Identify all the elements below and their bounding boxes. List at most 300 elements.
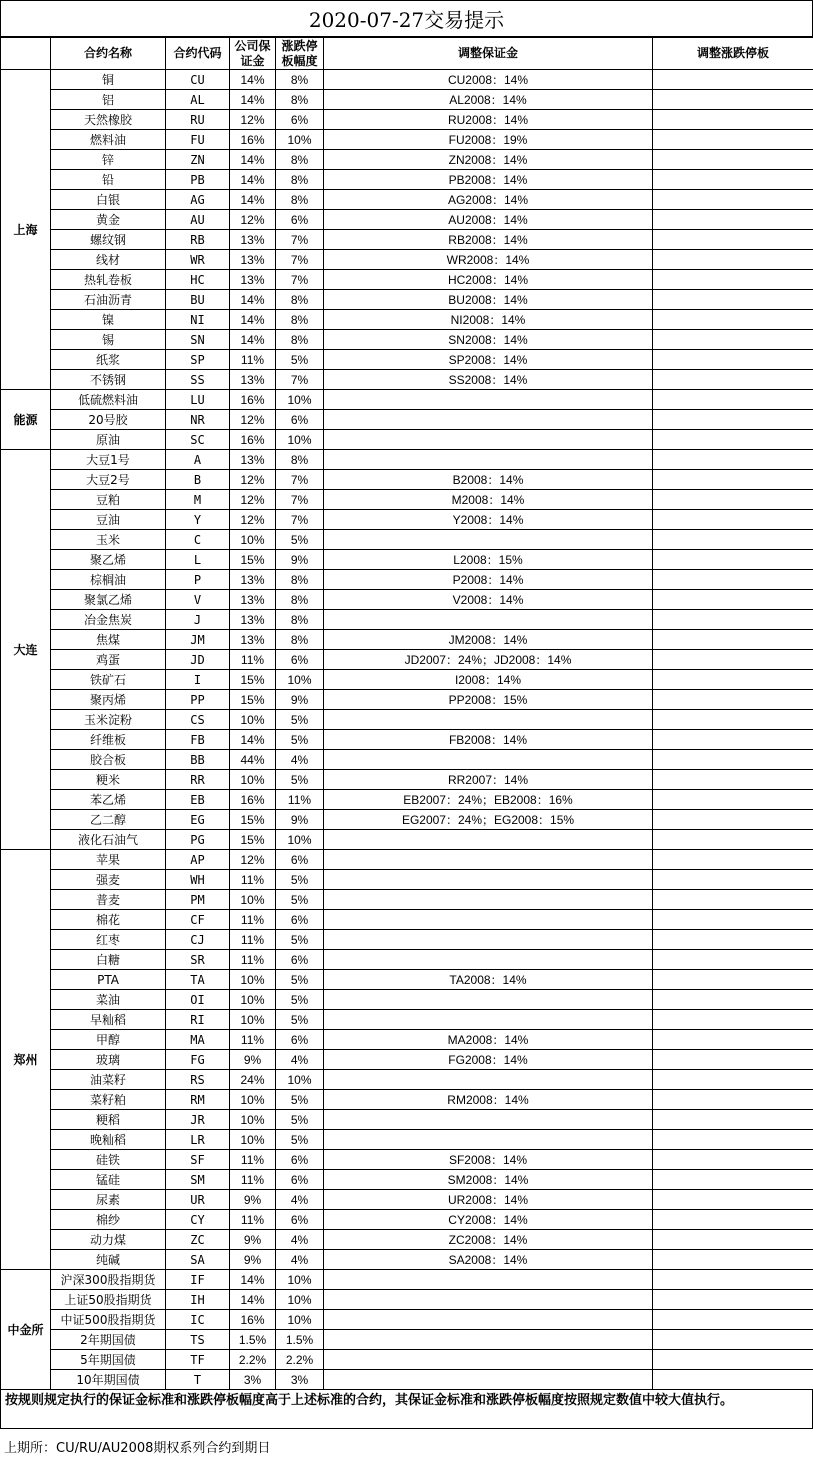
margin-cell: 14% xyxy=(230,330,276,350)
adjusted-limit-cell xyxy=(653,350,813,370)
exchange-cell: 郑州 xyxy=(1,850,51,1270)
rule-note: 按规则规定执行的保证金标准和涨跌停板幅度高于上述标准的合约，其保证金标准和涨跌停板幅度按照规定数值中较大值执行。 xyxy=(0,1390,813,1429)
contract-name-cell: 中证500股指期货 xyxy=(51,1310,166,1330)
table-row xyxy=(1,1110,813,1130)
table-row xyxy=(1,110,813,130)
contract-name-cell: 镍 xyxy=(51,310,166,330)
contract-name-cell: 粳米 xyxy=(51,770,166,790)
adjusted-limit-cell xyxy=(653,1210,813,1230)
adjusted-limit-cell xyxy=(653,690,813,710)
contract-code-cell: RB xyxy=(166,230,230,250)
adjusted-margin-cell: PP2008：15% xyxy=(324,690,653,710)
table-row xyxy=(1,90,813,110)
limit-cell: 4% xyxy=(276,1050,324,1070)
table-row xyxy=(1,630,813,650)
adjusted-limit-cell xyxy=(653,1330,813,1350)
contract-name-cell: 纤维板 xyxy=(51,730,166,750)
margin-cell: 3% xyxy=(230,1370,276,1390)
contract-name-cell: 冶金焦炭 xyxy=(51,610,166,630)
table-row xyxy=(1,790,813,810)
adjusted-limit-cell xyxy=(653,290,813,310)
table-row xyxy=(1,850,813,870)
margin-cell: 12% xyxy=(230,410,276,430)
contract-code-cell: RR xyxy=(166,770,230,790)
adjusted-margin-cell: JD2007：24%；JD2008：14% xyxy=(324,650,653,670)
contract-code-cell: LR xyxy=(166,1130,230,1150)
contract-code-cell: NR xyxy=(166,410,230,430)
contract-code-cell: L xyxy=(166,550,230,570)
adjusted-limit-cell xyxy=(653,650,813,670)
table-row xyxy=(1,470,813,490)
table-row xyxy=(1,530,813,550)
table-row xyxy=(1,810,813,830)
contract-code-cell: RI xyxy=(166,1010,230,1030)
table-row xyxy=(1,310,813,330)
limit-cell: 5% xyxy=(276,710,324,730)
adjusted-limit-cell xyxy=(653,670,813,690)
limit-cell: 6% xyxy=(276,950,324,970)
contract-name-cell: 玉米 xyxy=(51,530,166,550)
margin-cell: 10% xyxy=(230,770,276,790)
limit-cell: 5% xyxy=(276,350,324,370)
margin-cell: 12% xyxy=(230,850,276,870)
margin-cell: 14% xyxy=(230,70,276,90)
table-row xyxy=(1,750,813,770)
adjusted-margin-cell: B2008：14% xyxy=(324,470,653,490)
limit-cell: 5% xyxy=(276,730,324,750)
limit-cell: 1.5% xyxy=(276,1330,324,1350)
contract-name-cell: 铅 xyxy=(51,170,166,190)
limit-cell: 5% xyxy=(276,1010,324,1030)
adjusted-limit-cell xyxy=(653,1310,813,1330)
contract-code-cell: JD xyxy=(166,650,230,670)
contract-name-cell: 石油沥青 xyxy=(51,290,166,310)
adjusted-margin-cell xyxy=(324,1370,653,1390)
limit-cell: 4% xyxy=(276,1230,324,1250)
table-row xyxy=(1,670,813,690)
contract-code-cell: A xyxy=(166,450,230,470)
adjusted-margin-cell: RR2007：14% xyxy=(324,770,653,790)
adjusted-margin-cell xyxy=(324,950,653,970)
contract-code-cell: SP xyxy=(166,350,230,370)
limit-cell: 8% xyxy=(276,70,324,90)
adjusted-margin-cell: WR2008：14% xyxy=(324,250,653,270)
adjusted-limit-cell xyxy=(653,330,813,350)
margin-cell: 11% xyxy=(230,1170,276,1190)
adjusted-limit-cell xyxy=(653,270,813,290)
table-row xyxy=(1,150,813,170)
adjusted-margin-cell xyxy=(324,750,653,770)
margin-cell: 10% xyxy=(230,990,276,1010)
contract-name-cell: 早籼稻 xyxy=(51,1010,166,1030)
adjusted-limit-cell xyxy=(653,890,813,910)
margin-cell: 12% xyxy=(230,470,276,490)
limit-cell: 8% xyxy=(276,290,324,310)
limit-cell: 10% xyxy=(276,670,324,690)
margin-cell: 10% xyxy=(230,1010,276,1030)
contract-code-cell: JM xyxy=(166,630,230,650)
contract-name-cell: 白糖 xyxy=(51,950,166,970)
contract-code-cell: JR xyxy=(166,1110,230,1130)
adjusted-margin-cell xyxy=(324,710,653,730)
exchange-cell: 上海 xyxy=(1,70,51,390)
contract-code-cell: PB xyxy=(166,170,230,190)
table-row xyxy=(1,1370,813,1390)
adjusted-margin-cell xyxy=(324,1350,653,1370)
contract-name-cell: 强麦 xyxy=(51,870,166,890)
adjusted-limit-cell xyxy=(653,110,813,130)
adjusted-limit-cell xyxy=(653,370,813,390)
table-row xyxy=(1,350,813,370)
limit-cell: 10% xyxy=(276,830,324,850)
table-row xyxy=(1,730,813,750)
table-row xyxy=(1,1170,813,1190)
contract-code-cell: WH xyxy=(166,870,230,890)
limit-cell: 5% xyxy=(276,530,324,550)
adjusted-limit-cell xyxy=(653,930,813,950)
table-row xyxy=(1,1350,813,1370)
contract-code-cell: CU xyxy=(166,70,230,90)
contract-code-cell: TA xyxy=(166,970,230,990)
margin-cell: 14% xyxy=(230,310,276,330)
contract-code-cell: NI xyxy=(166,310,230,330)
limit-cell: 6% xyxy=(276,850,324,870)
table-row xyxy=(1,570,813,590)
limit-cell: 10% xyxy=(276,430,324,450)
adjusted-margin-cell: EG2007：24%；EG2008：15% xyxy=(324,810,653,830)
adjusted-margin-cell: ZN2008：14% xyxy=(324,150,653,170)
table-row xyxy=(1,990,813,1010)
table-row xyxy=(1,390,813,410)
contract-name-cell: 聚乙烯 xyxy=(51,550,166,570)
contract-code-cell: PG xyxy=(166,830,230,850)
limit-cell: 7% xyxy=(276,270,324,290)
limit-cell: 3% xyxy=(276,1370,324,1390)
limit-cell: 6% xyxy=(276,1210,324,1230)
adjusted-limit-cell xyxy=(653,430,813,450)
margin-cell: 16% xyxy=(230,790,276,810)
margin-cell: 16% xyxy=(230,130,276,150)
contract-code-cell: RM xyxy=(166,1090,230,1110)
contract-name-cell: 锡 xyxy=(51,330,166,350)
margin-cell: 24% xyxy=(230,1070,276,1090)
adjusted-limit-cell xyxy=(653,870,813,890)
contract-name-cell: 20号胶 xyxy=(51,410,166,430)
margin-cell: 13% xyxy=(230,630,276,650)
margin-cell: 11% xyxy=(230,1150,276,1170)
limit-cell: 8% xyxy=(276,310,324,330)
contract-name-cell: 苯乙烯 xyxy=(51,790,166,810)
table-row xyxy=(1,330,813,350)
adjusted-margin-cell xyxy=(324,1070,653,1090)
limit-cell: 7% xyxy=(276,370,324,390)
table-row xyxy=(1,1210,813,1230)
exchange-cell: 能源 xyxy=(1,390,51,450)
adjusted-limit-cell xyxy=(653,70,813,90)
adjusted-limit-cell xyxy=(653,630,813,650)
margin-cell: 14% xyxy=(230,730,276,750)
contract-name-cell: 沪深300股指期货 xyxy=(51,1270,166,1290)
contract-name-cell: 锰硅 xyxy=(51,1170,166,1190)
adjusted-limit-cell xyxy=(653,950,813,970)
contract-name-cell: 甲醇 xyxy=(51,1030,166,1050)
adjusted-margin-cell xyxy=(324,430,653,450)
contract-name-cell: 红枣 xyxy=(51,930,166,950)
table-row xyxy=(1,830,813,850)
table-row xyxy=(1,230,813,250)
contract-code-cell: EG xyxy=(166,810,230,830)
contract-name-cell: 5年期国债 xyxy=(51,1350,166,1370)
contract-name-cell: 液化石油气 xyxy=(51,830,166,850)
margin-cell: 13% xyxy=(230,250,276,270)
adjusted-margin-cell: RB2008：14% xyxy=(324,230,653,250)
adjusted-limit-cell xyxy=(653,1050,813,1070)
table-row xyxy=(1,950,813,970)
table-row xyxy=(1,130,813,150)
table-row xyxy=(1,450,813,470)
adjusted-margin-cell xyxy=(324,1010,653,1030)
table-row xyxy=(1,70,813,90)
contract-code-cell: AL xyxy=(166,90,230,110)
adjusted-margin-cell xyxy=(324,1330,653,1350)
adjusted-limit-cell xyxy=(653,170,813,190)
margin-cell: 11% xyxy=(230,930,276,950)
margin-cell: 15% xyxy=(230,690,276,710)
table-row xyxy=(1,610,813,630)
table-row xyxy=(1,770,813,790)
exchange-cell: 大连 xyxy=(1,450,51,850)
limit-cell: 8% xyxy=(276,170,324,190)
margin-cell: 15% xyxy=(230,670,276,690)
limit-cell: 6% xyxy=(276,650,324,670)
table-row xyxy=(1,650,813,670)
margin-cell: 9% xyxy=(230,1250,276,1270)
table-row xyxy=(1,910,813,930)
margin-cell: 10% xyxy=(230,1110,276,1130)
contract-name-cell: 2年期国债 xyxy=(51,1330,166,1350)
contract-code-cell: Y xyxy=(166,510,230,530)
table-row xyxy=(1,590,813,610)
limit-cell: 9% xyxy=(276,550,324,570)
table-row xyxy=(1,1270,813,1290)
margin-cell: 14% xyxy=(230,170,276,190)
contract-name-cell: 棉纱 xyxy=(51,1210,166,1230)
adjusted-margin-cell: HC2008：14% xyxy=(324,270,653,290)
contract-code-cell: SC xyxy=(166,430,230,450)
adjusted-limit-cell xyxy=(653,1110,813,1130)
limit-cell: 8% xyxy=(276,450,324,470)
adjusted-limit-cell xyxy=(653,490,813,510)
contract-code-cell: J xyxy=(166,610,230,630)
margin-cell: 11% xyxy=(230,1030,276,1050)
margin-cell: 13% xyxy=(230,590,276,610)
contract-name-cell: 普麦 xyxy=(51,890,166,910)
adjusted-limit-cell xyxy=(653,1070,813,1090)
adjusted-limit-cell xyxy=(653,910,813,930)
contract-name-cell: 铝 xyxy=(51,90,166,110)
contract-name-cell: 大豆2号 xyxy=(51,470,166,490)
adjusted-margin-cell: JM2008：14% xyxy=(324,630,653,650)
margin-cell: 12% xyxy=(230,490,276,510)
margin-cell: 15% xyxy=(230,830,276,850)
table-row xyxy=(1,710,813,730)
adjusted-limit-cell xyxy=(653,1250,813,1270)
contract-name-cell: 低硫燃料油 xyxy=(51,390,166,410)
contract-code-cell: ZC xyxy=(166,1230,230,1250)
limit-cell: 8% xyxy=(276,90,324,110)
table-row xyxy=(1,970,813,990)
contract-code-cell: I xyxy=(166,670,230,690)
adjusted-limit-cell xyxy=(653,770,813,790)
margin-cell: 1.5% xyxy=(230,1330,276,1350)
contract-name-cell: 10年期国债 xyxy=(51,1370,166,1390)
table-row xyxy=(1,1310,813,1330)
contract-code-cell: CF xyxy=(166,910,230,930)
table-row xyxy=(1,490,813,510)
limit-cell: 11% xyxy=(276,790,324,810)
adjusted-limit-cell xyxy=(653,250,813,270)
contract-code-cell: CS xyxy=(166,710,230,730)
limit-cell: 6% xyxy=(276,1030,324,1050)
contract-code-cell: SM xyxy=(166,1170,230,1190)
adjusted-limit-cell xyxy=(653,1150,813,1170)
contract-name-cell: 热轧卷板 xyxy=(51,270,166,290)
contract-name-cell: 硅铁 xyxy=(51,1150,166,1170)
contract-name-cell: 焦煤 xyxy=(51,630,166,650)
contract-code-cell: UR xyxy=(166,1190,230,1210)
adjusted-limit-cell xyxy=(653,550,813,570)
margin-cell: 10% xyxy=(230,970,276,990)
margin-cell: 10% xyxy=(230,1090,276,1110)
limit-cell: 5% xyxy=(276,870,324,890)
margin-cell: 16% xyxy=(230,390,276,410)
contract-name-cell: 纸浆 xyxy=(51,350,166,370)
adjusted-margin-cell: SN2008：14% xyxy=(324,330,653,350)
adjusted-limit-cell xyxy=(653,710,813,730)
margin-cell: 9% xyxy=(230,1230,276,1250)
margin-cell: 11% xyxy=(230,650,276,670)
sheet-title: 2020-07-27交易提示 xyxy=(0,0,813,37)
margin-cell: 14% xyxy=(230,1270,276,1290)
contract-code-cell: BB xyxy=(166,750,230,770)
table-row xyxy=(1,410,813,430)
adjusted-margin-cell: L2008：15% xyxy=(324,550,653,570)
contract-name-cell: 豆粕 xyxy=(51,490,166,510)
adjusted-margin-cell xyxy=(324,890,653,910)
expiry-note: 上期所：CU/RU/AU2008期权系列合约到期日 xyxy=(0,1429,813,1469)
contract-code-cell: LU xyxy=(166,390,230,410)
contract-name-cell: 锌 xyxy=(51,150,166,170)
adjusted-limit-cell xyxy=(653,830,813,850)
contract-name-cell: 玻璃 xyxy=(51,1050,166,1070)
table-row xyxy=(1,290,813,310)
limit-cell: 6% xyxy=(276,410,324,430)
margin-cell: 9% xyxy=(230,1190,276,1210)
table-row xyxy=(1,1130,813,1150)
table-row xyxy=(1,510,813,530)
adjusted-margin-cell: MA2008：14% xyxy=(324,1030,653,1050)
header-price-limit: 涨跌停板幅度 xyxy=(276,38,324,70)
limit-cell: 9% xyxy=(276,690,324,710)
contract-name-cell: 尿素 xyxy=(51,1190,166,1210)
table-row xyxy=(1,1290,813,1310)
adjusted-margin-cell: ZC2008：14% xyxy=(324,1230,653,1250)
adjusted-margin-cell xyxy=(324,410,653,430)
contract-code-cell: IH xyxy=(166,1290,230,1310)
contract-name-cell: 动力煤 xyxy=(51,1230,166,1250)
adjusted-limit-cell xyxy=(653,230,813,250)
table-row xyxy=(1,190,813,210)
adjusted-limit-cell xyxy=(653,1270,813,1290)
limit-cell: 4% xyxy=(276,1250,324,1270)
adjusted-limit-cell xyxy=(653,510,813,530)
contract-code-cell: ZN xyxy=(166,150,230,170)
contract-name-cell: 棉花 xyxy=(51,910,166,930)
table-row xyxy=(1,250,813,270)
table-row xyxy=(1,210,813,230)
limit-cell: 4% xyxy=(276,1190,324,1210)
limit-cell: 2.2% xyxy=(276,1350,324,1370)
margin-cell: 14% xyxy=(230,90,276,110)
limit-cell: 5% xyxy=(276,970,324,990)
adjusted-margin-cell: AU2008：14% xyxy=(324,210,653,230)
contract-name-cell: 粳稻 xyxy=(51,1110,166,1130)
limit-cell: 10% xyxy=(276,1070,324,1090)
contract-name-cell: 豆油 xyxy=(51,510,166,530)
margin-cell: 13% xyxy=(230,610,276,630)
adjusted-limit-cell xyxy=(653,1350,813,1370)
adjusted-margin-cell: AL2008：14% xyxy=(324,90,653,110)
adjusted-margin-cell xyxy=(324,850,653,870)
margin-cell: 12% xyxy=(230,110,276,130)
adjusted-margin-cell xyxy=(324,530,653,550)
table-row xyxy=(1,550,813,570)
adjusted-margin-cell: V2008：14% xyxy=(324,590,653,610)
margin-cell: 14% xyxy=(230,290,276,310)
contract-name-cell: PTA xyxy=(51,970,166,990)
adjusted-margin-cell xyxy=(324,1310,653,1330)
margin-cell: 10% xyxy=(230,890,276,910)
contract-code-cell: C xyxy=(166,530,230,550)
adjusted-margin-cell: M2008：14% xyxy=(324,490,653,510)
adjusted-margin-cell xyxy=(324,930,653,950)
adjusted-limit-cell xyxy=(653,150,813,170)
adjusted-margin-cell: FG2008：14% xyxy=(324,1050,653,1070)
contract-name-cell: 不锈钢 xyxy=(51,370,166,390)
contract-code-cell: V xyxy=(166,590,230,610)
header-contract-name: 合约名称 xyxy=(51,38,166,70)
margin-cell: 12% xyxy=(230,210,276,230)
contract-name-cell: 线材 xyxy=(51,250,166,270)
contract-code-cell: AP xyxy=(166,850,230,870)
table-row xyxy=(1,1070,813,1090)
limit-cell: 6% xyxy=(276,1150,324,1170)
adjusted-margin-cell: I2008：14% xyxy=(324,670,653,690)
margin-cell: 13% xyxy=(230,450,276,470)
table-row xyxy=(1,930,813,950)
table-row xyxy=(1,270,813,290)
adjusted-margin-cell: TA2008：14% xyxy=(324,970,653,990)
limit-cell: 10% xyxy=(276,130,324,150)
adjusted-limit-cell xyxy=(653,90,813,110)
margin-cell: 11% xyxy=(230,350,276,370)
contracts-table xyxy=(0,37,813,1390)
contract-name-cell: 燃料油 xyxy=(51,130,166,150)
contract-name-cell: 菜籽粕 xyxy=(51,1090,166,1110)
contract-name-cell: 菜油 xyxy=(51,990,166,1010)
limit-cell: 6% xyxy=(276,910,324,930)
adjusted-limit-cell xyxy=(653,210,813,230)
